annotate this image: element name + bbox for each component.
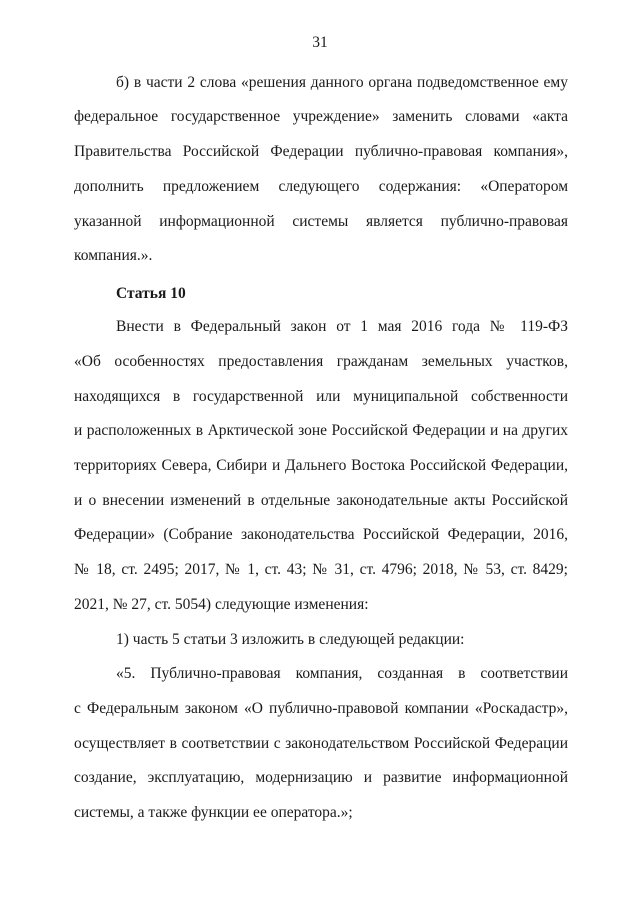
text-line: «Об особенностях предоставления гражданам земельных участков, bbox=[74, 353, 568, 370]
text-line: территориях Севера, Сибири и Дальнего Востока Российской Федерации, bbox=[74, 457, 568, 474]
text-line: и о внесении изменений в отдельные законодательные акты Российской bbox=[74, 492, 568, 509]
text-line: находящихся в государственной или муниципальной собственности bbox=[74, 388, 568, 405]
text-line: б) в части 2 слова «решения данного органа подведомственное ему bbox=[116, 74, 568, 91]
text-line: создание, эксплуатацию, модернизацию и развитие информационной bbox=[74, 769, 568, 786]
text-line: 2021, № 27, ст. 5054) следующие изменения: bbox=[74, 596, 369, 613]
text-line: федеральное государственное учреждение» заменить словами «акта bbox=[74, 108, 568, 125]
text-line: осуществляет в соответствии с законодательством Российской Федерации bbox=[74, 735, 568, 752]
text-line: системы, а также функции ее оператора.»; bbox=[74, 804, 353, 821]
text-line: № 18, ст. 2495; 2017, № 1, ст. 43; № 31, ст. 4796; 2018, № 53, ст. 8429; bbox=[74, 561, 568, 578]
text-line: указанной информационной системы является публично-правовая bbox=[74, 213, 568, 230]
text-line: с Федеральным законом «О публично-правовой компании «Роскадастр», bbox=[74, 700, 568, 717]
page-number: 31 bbox=[312, 34, 328, 51]
text-line: дополнить предложением следующего содержания: «Оператором bbox=[74, 178, 568, 195]
text-line: Правительства Российской Федерации публично-правовая компания», bbox=[74, 143, 568, 160]
article-heading: Статья 10 bbox=[116, 285, 186, 302]
text-line: 1) часть 5 статьи 3 изложить в следующей редакции: bbox=[116, 631, 465, 648]
text-line: компания.». bbox=[74, 247, 153, 264]
text-line: и расположенных в Арктической зоне Российской Федерации и на других bbox=[74, 422, 568, 439]
text-line: «5. Публично-правовая компания, созданная в соответствии bbox=[116, 665, 568, 682]
text-line: Внести в Федеральный закон от 1 мая 2016 года № 119-ФЗ bbox=[116, 318, 568, 335]
text-line: Федерации» (Собрание законодательства Российской Федерации, 2016, bbox=[74, 526, 568, 543]
